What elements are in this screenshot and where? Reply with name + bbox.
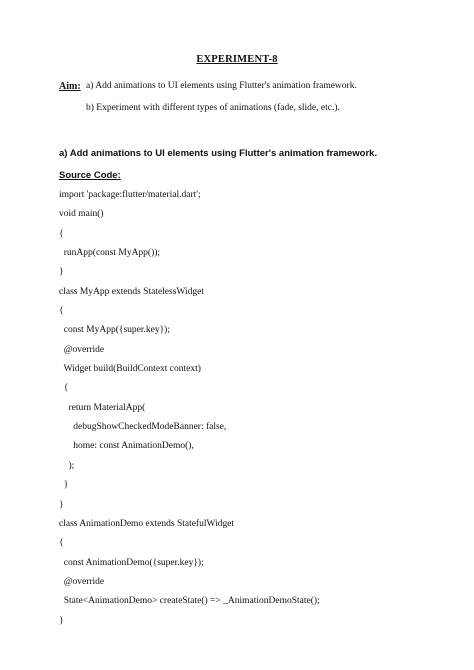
code-line: const MyApp({super.key}); xyxy=(59,325,170,336)
code-line: ); xyxy=(59,460,75,471)
code-line: { xyxy=(59,383,69,394)
code-line: runApp(const MyApp()); xyxy=(59,248,161,259)
code-line: const AnimationDemo({super.key}); xyxy=(59,557,204,568)
code-line: State<AnimationDemo> createState() => _AnimationDemoState(); xyxy=(59,596,320,607)
source-code-label: Source Code: xyxy=(59,170,121,181)
code-line: @override xyxy=(59,344,105,355)
aim-line-b: b) Experiment with different types of animations (fade, slide, etc.). xyxy=(86,103,340,113)
code-line: } xyxy=(59,480,69,491)
code-line: import 'package:flutter/material.dart'; xyxy=(59,190,201,200)
code-line: } xyxy=(59,615,64,626)
code-line: return MaterialApp( xyxy=(59,402,146,413)
aim-line-a: a) Add animations to UI elements using Flutter's animation framework. xyxy=(86,81,357,91)
code-line: } xyxy=(59,499,64,510)
code-line: home: const AnimationDemo(), xyxy=(59,441,194,452)
code-line: } xyxy=(59,267,64,278)
code-line: { xyxy=(59,228,64,239)
code-line: { xyxy=(59,306,64,317)
section-heading: a) Add animations to UI elements using Flutter's animation framework. xyxy=(59,148,378,159)
code-line: class MyApp extends StatelessWidget xyxy=(59,286,204,297)
code-line: @override xyxy=(59,576,105,587)
code-line: void main() xyxy=(59,209,104,220)
code-line: class AnimationDemo extends StatefulWidget xyxy=(59,518,235,529)
code-block xyxy=(59,186,320,631)
code-line: { xyxy=(59,538,64,549)
code-line: debugShowCheckedModeBanner: false, xyxy=(59,422,227,433)
page-title: EXPERIMENT-8 xyxy=(196,54,278,65)
code-line: Widget build(BuildContext context) xyxy=(59,364,201,375)
aim-label: Aim: xyxy=(59,81,81,92)
